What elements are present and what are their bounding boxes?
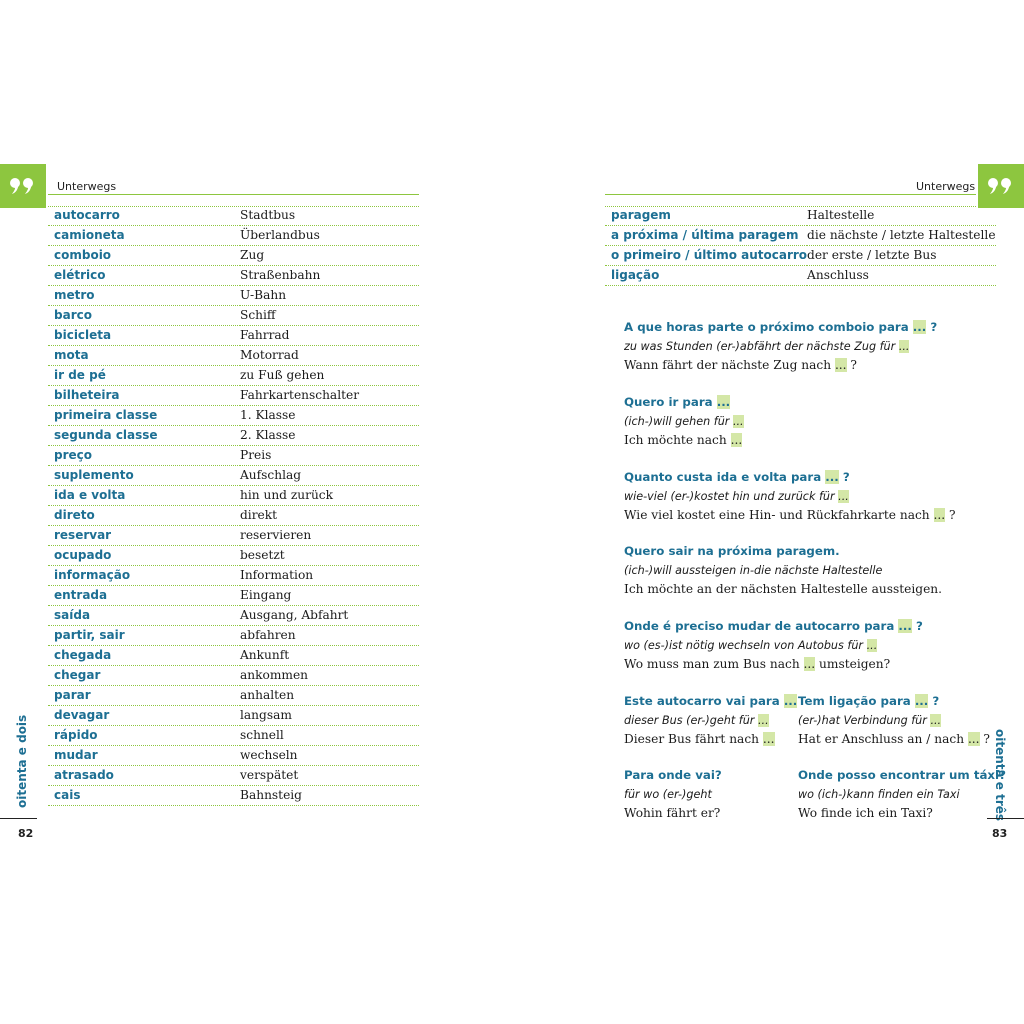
portuguese-term: saída [48,606,240,626]
portuguese-term: reservar [48,526,240,546]
phrase-translation: Ich möchte an der nächsten Haltestelle aussteigen. [624,582,943,596]
german-translation: Preis [240,446,419,466]
german-translation: Straßenbahn [240,266,419,286]
portuguese-term: paragem [605,206,807,226]
phrase-question: Onde posso encontrar um táxi? [798,768,1006,782]
vocab-row [48,486,419,506]
german-translation: direkt [240,506,419,526]
header-rule-left [48,194,419,195]
phrase-question: Para onde vai? [624,768,722,782]
placeholder-highlight: ... [930,714,942,727]
portuguese-term: primeira classe [48,406,240,426]
placeholder-highlight: ... [732,415,744,428]
phrase-literal: (er-)hat Verbindung für ... [798,714,942,727]
german-translation: Motorrad [240,346,419,366]
phrase-translation: Dieser Bus fährt nach ... [624,732,775,746]
german-translation: schnell [240,726,419,746]
phrase-literal: für wo (er-)geht [624,788,712,801]
vocab-row [48,326,419,346]
vocab-row [48,606,419,626]
portuguese-term: parar [48,686,240,706]
phrase-block [624,766,722,823]
portuguese-term: direto [48,506,240,526]
german-translation: die nächste / letzte Haltestelle [807,226,995,246]
portuguese-term: segunda classe [48,426,240,446]
vocab-row [48,446,419,466]
german-translation: 1. Klasse [240,406,419,426]
phrase-block [624,393,744,450]
quote-tab-left [0,164,46,208]
vocab-row [605,206,996,226]
placeholder-highlight: ... [866,639,878,652]
placeholder-highlight: ... [933,508,946,522]
vocab-row [48,306,419,326]
phrase-block [798,692,990,749]
vocab-row [48,686,419,706]
vocab-row [48,426,419,446]
vocab-row [605,226,996,246]
german-translation: zu Fuß gehen [240,366,419,386]
placeholder-highlight: ... [898,619,912,633]
vocab-row [48,346,419,366]
phrase-translation: Wohin fährt er? [624,806,721,820]
page-header-left: Unterwegs [57,180,117,193]
placeholder-highlight: ... [914,694,929,708]
phrase-translation: Wann fährt der nächste Zug nach ... ? [624,358,857,372]
vocab-row [48,666,419,686]
phrase-block [624,617,923,674]
placeholder-highlight: ... [757,714,769,727]
page-header-right: Unterwegs [916,180,976,193]
german-translation: 2. Klasse [240,426,419,446]
vocab-row [48,586,419,606]
german-translation: langsam [240,706,419,726]
side-label-right: oitenta e três [993,729,1007,822]
portuguese-term: autocarro [48,206,240,226]
vocab-row [48,266,419,286]
portuguese-term: ida e volta [48,486,240,506]
placeholder-highlight: ... [803,657,816,671]
phrase-literal: zu was Stunden (er-)abfährt der nächste Zug für ... [624,340,910,353]
vocab-table-left [48,206,419,806]
portuguese-term: ir de pé [48,366,240,386]
quote-tab-right [978,164,1024,208]
placeholder-highlight: ... [912,320,927,334]
german-translation: ankommen [240,666,419,686]
portuguese-term: entrada [48,586,240,606]
portuguese-term: chegada [48,646,240,666]
german-translation: Anschluss [807,266,995,286]
german-translation: Bahnsteig [240,786,419,806]
phrase-question: Este autocarro vai para ... [624,694,798,708]
portuguese-term: atrasado [48,766,240,786]
vocab-row [48,466,419,486]
phrase-literal: wo (ich-)kann finden ein Taxi [798,788,960,801]
page-number-right: 83 [992,827,1008,840]
phrase-literal: wo (es-)ist nötig wechseln von Autobus für ... [624,639,878,652]
vocab-row [48,766,419,786]
phrase-translation: Wie viel kostet eine Hin- und Rückfahrkarte nach ... ? [624,508,956,522]
portuguese-term: rápido [48,726,240,746]
portuguese-term: informação [48,566,240,586]
german-translation: abfahren [240,626,419,646]
page-number-left: 82 [18,827,34,840]
phrase-question: Quero ir para ... [624,395,731,409]
placeholder-highlight: ... [783,694,798,708]
placeholder-highlight: ... [762,732,775,746]
portuguese-term: cais [48,786,240,806]
portuguese-term: devagar [48,706,240,726]
german-translation: reservieren [240,526,419,546]
phrase-translation: Ich möchte nach ... [624,433,743,447]
portuguese-term: mudar [48,746,240,766]
german-translation: U-Bahn [240,286,419,306]
vocab-row [48,746,419,766]
german-translation: Stadtbus [240,206,419,226]
portuguese-term: suplemento [48,466,240,486]
portuguese-term: metro [48,286,240,306]
german-translation: besetzt [240,546,419,566]
german-translation: Haltestelle [807,206,995,226]
vocab-row [48,386,419,406]
phrase-block [624,542,942,599]
phrase-block [624,468,956,525]
german-translation: Aufschlag [240,466,419,486]
german-translation: der erste / letzte Bus [807,246,995,266]
vocab-row [48,286,419,306]
quote-icon [987,177,1015,195]
header-rule-right [605,194,976,195]
vocab-row [48,246,419,266]
phrase-translation: Hat er Anschluss an / nach ... ? [798,732,990,746]
german-translation: Eingang [240,586,419,606]
german-translation: Schiff [240,306,419,326]
german-translation: Information [240,566,419,586]
phrase-question: Tem ligação para ... ? [798,694,940,708]
quote-icon [9,177,37,195]
portuguese-term: ocupado [48,546,240,566]
vocab-row [48,406,419,426]
placeholder-highlight: ... [730,433,743,447]
portuguese-term: chegar [48,666,240,686]
placeholder-highlight: ... [834,358,847,372]
phrase-question: Quero sair na próxima paragem. [624,544,840,558]
german-translation: Überlandbus [240,226,419,246]
portuguese-term: partir, sair [48,626,240,646]
phrase-literal: wie-viel (er-)kostet hin und zurück für ... [624,490,849,503]
phrase-question: Onde é preciso mudar de autocarro para ... ? [624,619,923,633]
placeholder-highlight: ... [838,490,849,503]
vocab-row [48,506,419,526]
vocab-row [48,706,419,726]
portuguese-term: camioneta [48,226,240,246]
portuguese-term: o primeiro / último autocarro [605,246,807,266]
vocab-row [48,566,419,586]
vocab-row [605,266,996,286]
portuguese-term: elétrico [48,266,240,286]
german-translation: hin und zurück [240,486,419,506]
vocab-row [48,626,419,646]
portuguese-term: barco [48,306,240,326]
page-number-rule-right [987,818,1024,819]
vocab-row [48,786,419,806]
portuguese-term: preço [48,446,240,466]
placeholder-highlight: ... [716,395,731,409]
phrase-question: Quanto custa ida e volta para ... ? [624,470,850,484]
phrase-block [624,318,937,375]
vocab-row [48,366,419,386]
placeholder-highlight: ... [898,340,910,353]
vocab-row [48,226,419,246]
vocab-row [48,206,419,226]
page-number-rule-left [0,818,37,819]
vocab-row [48,546,419,566]
phrase-block [798,766,1006,823]
phrase-translation: Wo finde ich ein Taxi? [798,806,933,820]
phrase-block [624,692,797,749]
phrase-translation: Wo muss man zum Bus nach ... umsteigen? [624,657,891,671]
portuguese-term: bilheteira [48,386,240,406]
placeholder-highlight: ... [825,470,839,484]
phrase-literal: (ich-)will gehen für ... [624,415,744,428]
german-translation: Fahrrad [240,326,419,346]
vocab-table-right [605,206,996,286]
vocab-row [48,526,419,546]
portuguese-term: ligação [605,266,807,286]
german-translation: verspätet [240,766,419,786]
vocab-row [48,646,419,666]
german-translation: wechseln [240,746,419,766]
vocab-row [605,246,996,266]
phrase-literal: dieser Bus (er-)geht für ... [624,714,769,727]
german-translation: Ankunft [240,646,419,666]
portuguese-term: a próxima / última paragem [605,226,807,246]
phrase-literal: (ich-)will aussteigen in-die nächste Haltestelle [624,564,883,577]
german-translation: Zug [240,246,419,266]
portuguese-term: mota [48,346,240,366]
vocab-row [48,726,419,746]
german-translation: Ausgang, Abfahrt [240,606,419,626]
german-translation: anhalten [240,686,419,706]
portuguese-term: comboio [48,246,240,266]
phrase-question: A que horas parte o próximo comboio para ... ? [624,320,938,334]
placeholder-highlight: ... [967,732,980,746]
portuguese-term: bicicleta [48,326,240,346]
german-translation: Fahrkartenschalter [240,386,419,406]
side-label-left: oitenta e dois [15,714,29,808]
